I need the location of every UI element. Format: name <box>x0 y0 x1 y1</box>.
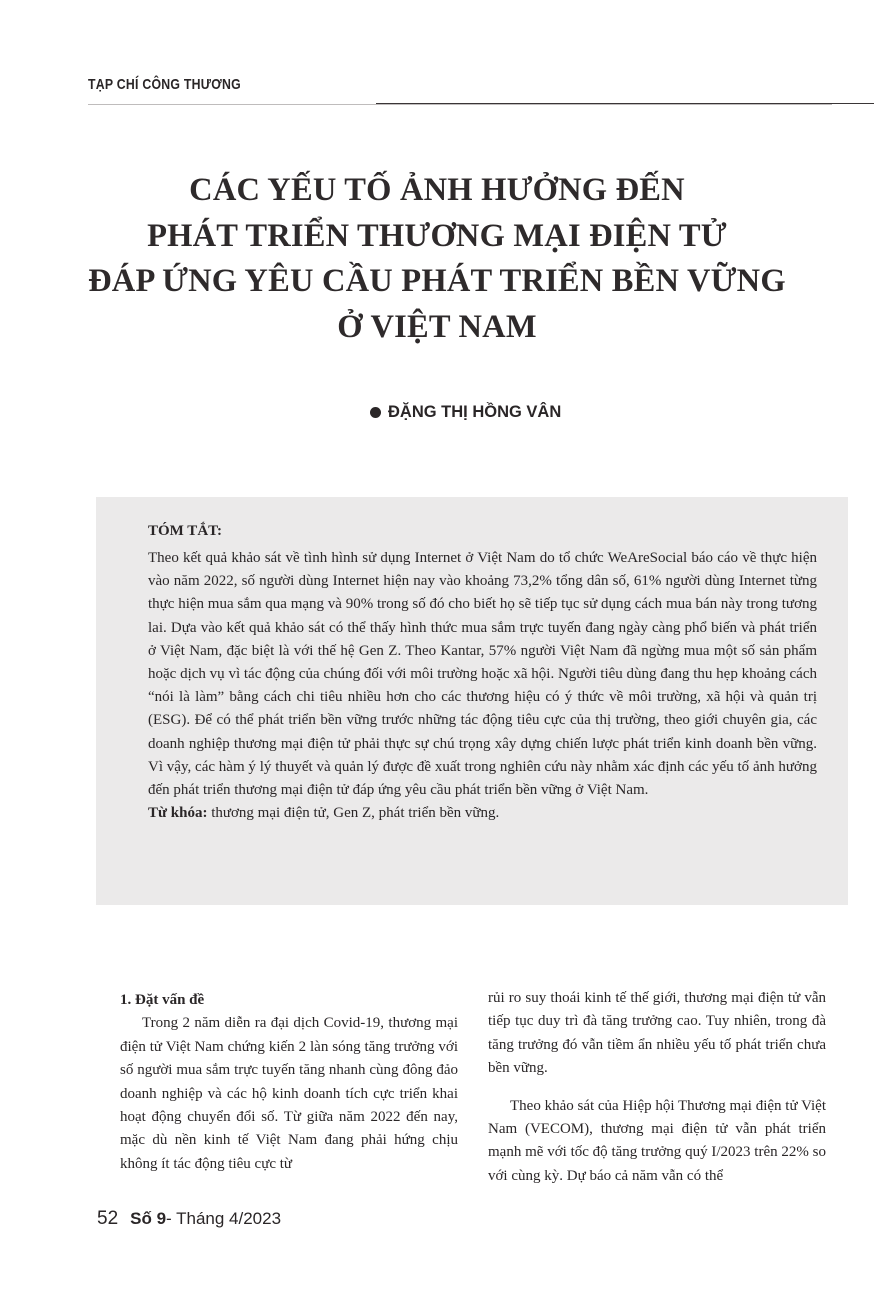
page-footer <box>97 1208 281 1230</box>
abstract-text: Theo kết quả khảo sát về tình hình sử dụng Internet ở Việt Nam do tổ chức WeAreSocial báo cáo về thực hiện vào năm 2022, số người dùng Internet hiện nay vào khoảng 73,2% tổng dân số, 61% người dùng Internet từng thực hiện mua sắm qua mạng và 90% trong số đó cho biết họ sẽ tiếp tục sử dụng cách mua bán này trong tương lai. Dựa vào kết quả khảo sát có thể thấy hình thức mua sắm trực tuyến đang ngày càng phổ biến và phát triển ở Việt Nam, đặc biệt là với thế hệ Gen Z. Theo Kantar, 57% người Việt Nam đã ngừng mua một số sản phẩm hoặc dịch vụ vì tác động của chúng đối với môi trường hoặc xã hội. Người tiêu dùng đang thu hẹp khoảng cách “nói là làm” bằng cách chi tiêu nhiều hơn cho các thương hiệu có ý thức về môi trường, xã hội và quản trị (ESG). Để có thể phát triển bền vững trước những tác động tiêu cực của thị trường, theo giới chuyên gia, các doanh nghiệp thương mại điện tử phải thực sự chú trọng xây dựng chiến lược phát triển kinh doanh bền vững. Vì vậy, các hàm ý lý thuyết và quản lý được đề xuất trong nghiên cứu này nhằm xác định các yếu tố ảnh hưởng đến phát triển thương mại điện tử đáp ứng yêu cầu phát triển bền vững ở Việt Nam. <box>148 550 817 799</box>
author-byline <box>370 403 561 422</box>
body-column-right <box>488 987 826 1188</box>
header-rule-accent <box>376 103 874 104</box>
title-line: Ở VIỆT NAM <box>337 308 537 345</box>
journal-name: TẠP CHÍ CÔNG THƯƠNG <box>88 76 241 93</box>
keywords <box>148 802 817 825</box>
issue-date: - Tháng 4/2023 <box>166 1209 282 1228</box>
title-line: CÁC YẾU TỐ ẢNH HƯỞNG ĐẾN <box>189 172 685 208</box>
abstract-body <box>148 547 817 825</box>
abstract-heading: TÓM TẮT: <box>148 523 223 539</box>
keywords-text: thương mại điện tử, Gen Z, phát triển bền vững. <box>207 805 500 822</box>
article-title <box>60 168 814 350</box>
body-paragraph: Trong 2 năm diễn ra đại dịch Covid-19, thương mại điện tử Việt Nam chứng kiến 2 làn sóng tăng trưởng với số người mua sắm trực tuyến tăng nhanh cùng đông đảo doanh nghiệp và các hộ kinh doanh tích cực triển khai hoạt động chuyển đổi số. Từ giữa năm 2022 đến nay, mặc dù nền kinh tế Việt Nam đang phải hứng chịu không ít tác động tiêu cực từ <box>120 1015 458 1172</box>
body-paragraph: rủi ro suy thoái kinh tế thế giới, thương mại điện tử vẫn tiếp tục duy trì đà tăng trưởng cao. Tuy nhiên, trong đà tăng trưởng đó vẫn tiềm ẩn nhiều yếu tố phát triển chưa bền vững. <box>488 990 826 1077</box>
title-line: PHÁT TRIỂN THƯƠNG MẠI ĐIỆN TỬ <box>147 217 727 254</box>
header-rule <box>88 104 832 105</box>
author-name: ĐẶNG THỊ HỒNG VÂN <box>388 403 562 421</box>
body-column-left <box>120 989 458 1176</box>
keywords-label: Từ khóa: <box>148 805 208 822</box>
bullet-icon <box>370 407 381 418</box>
page-number: 52 <box>97 1208 119 1229</box>
title-line: ĐÁP ỨNG YÊU CẦU PHÁT TRIỂN BỀN VỮNG <box>88 263 786 299</box>
body-paragraph: Theo khảo sát của Hiệp hội Thương mại điện tử Việt Nam (VECOM), thương mại điện tử vẫn phát triển mạnh mẽ với tốc độ tăng trưởng quý I/2023 trên 22% so với cùng kỳ. Dự báo cả năm vẫn có thể <box>488 1097 827 1184</box>
issue-number: Số 9 <box>130 1209 167 1228</box>
section-heading: 1. Đặt vấn đề <box>120 992 205 1008</box>
